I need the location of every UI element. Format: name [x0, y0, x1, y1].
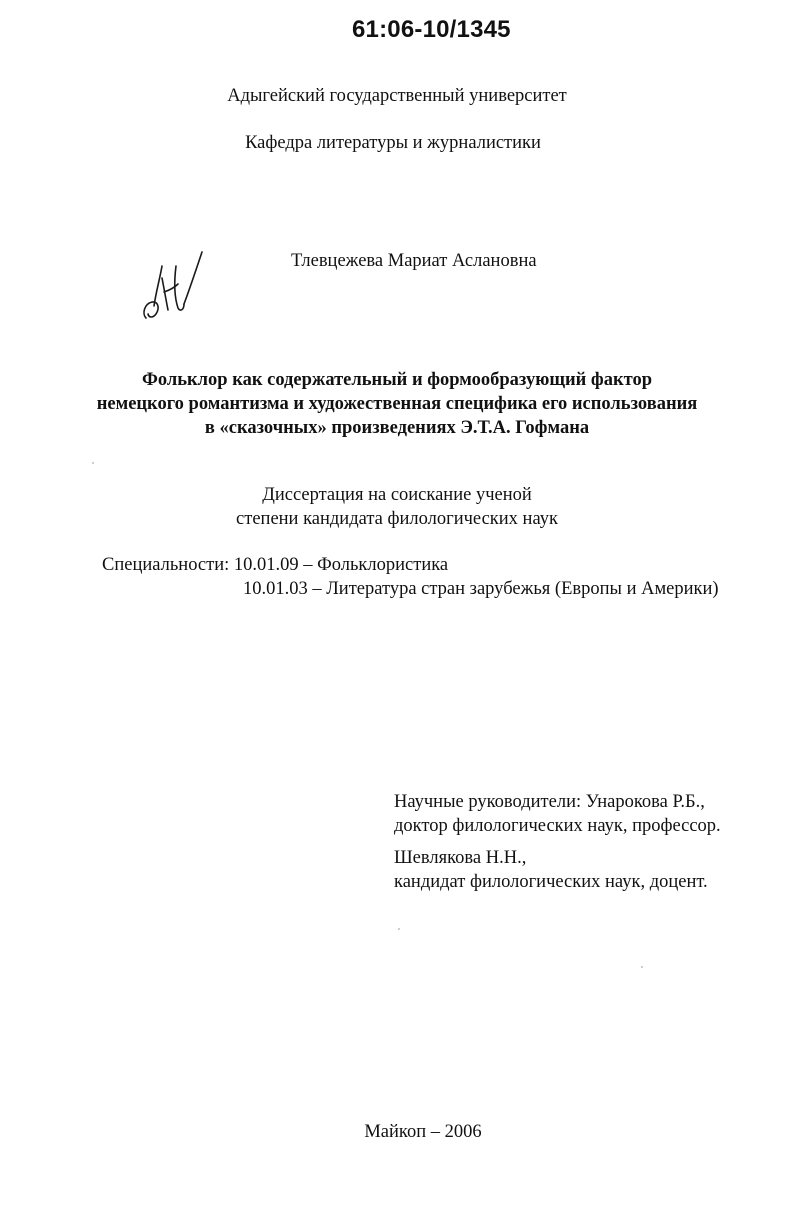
degree-line: степени кандидата филологических наук: [236, 509, 558, 529]
handwritten-signature: [140, 248, 204, 324]
supervisor-line: Шевлякова Н.Н.,: [394, 848, 527, 868]
department-name: Кафедра литературы и журналистики: [245, 133, 541, 153]
specialty-second: 10.01.03 – Литература стран зарубежья (Европы и Америки): [243, 579, 719, 599]
supervisor-line: Научные руководители: Унарокова Р.Б.,: [394, 792, 705, 812]
scan-speck: [92, 462, 94, 464]
city-year: Майкоп – 2006: [364, 1122, 482, 1142]
title-line: в «сказочных» произведениях Э.Т.А. Гофмана: [204, 418, 590, 438]
university-name: Адыгейский государственный университет: [227, 86, 567, 106]
supervisor-line: доктор филологических наук, профессор.: [394, 816, 721, 836]
title-line: Фольклор как содержательный и формообразующий фактор: [141, 370, 653, 390]
author-name: Тлевцежева Мариат Аслановна: [291, 251, 537, 271]
scan-speck: [641, 966, 643, 968]
dissertation-title: [0, 368, 794, 440]
degree-line: Диссертация на соискание ученой: [262, 485, 532, 505]
supervisor-line: кандидат филологических наук, доцент.: [394, 872, 708, 892]
specialty-first: Специальности: 10.01.09 – Фольклористика: [102, 555, 449, 575]
scan-speck: [398, 928, 400, 930]
registry-code: 61:06-10/1345: [352, 16, 511, 43]
title-line: немецкого романтизма и художественная специфика его использования: [96, 394, 698, 414]
